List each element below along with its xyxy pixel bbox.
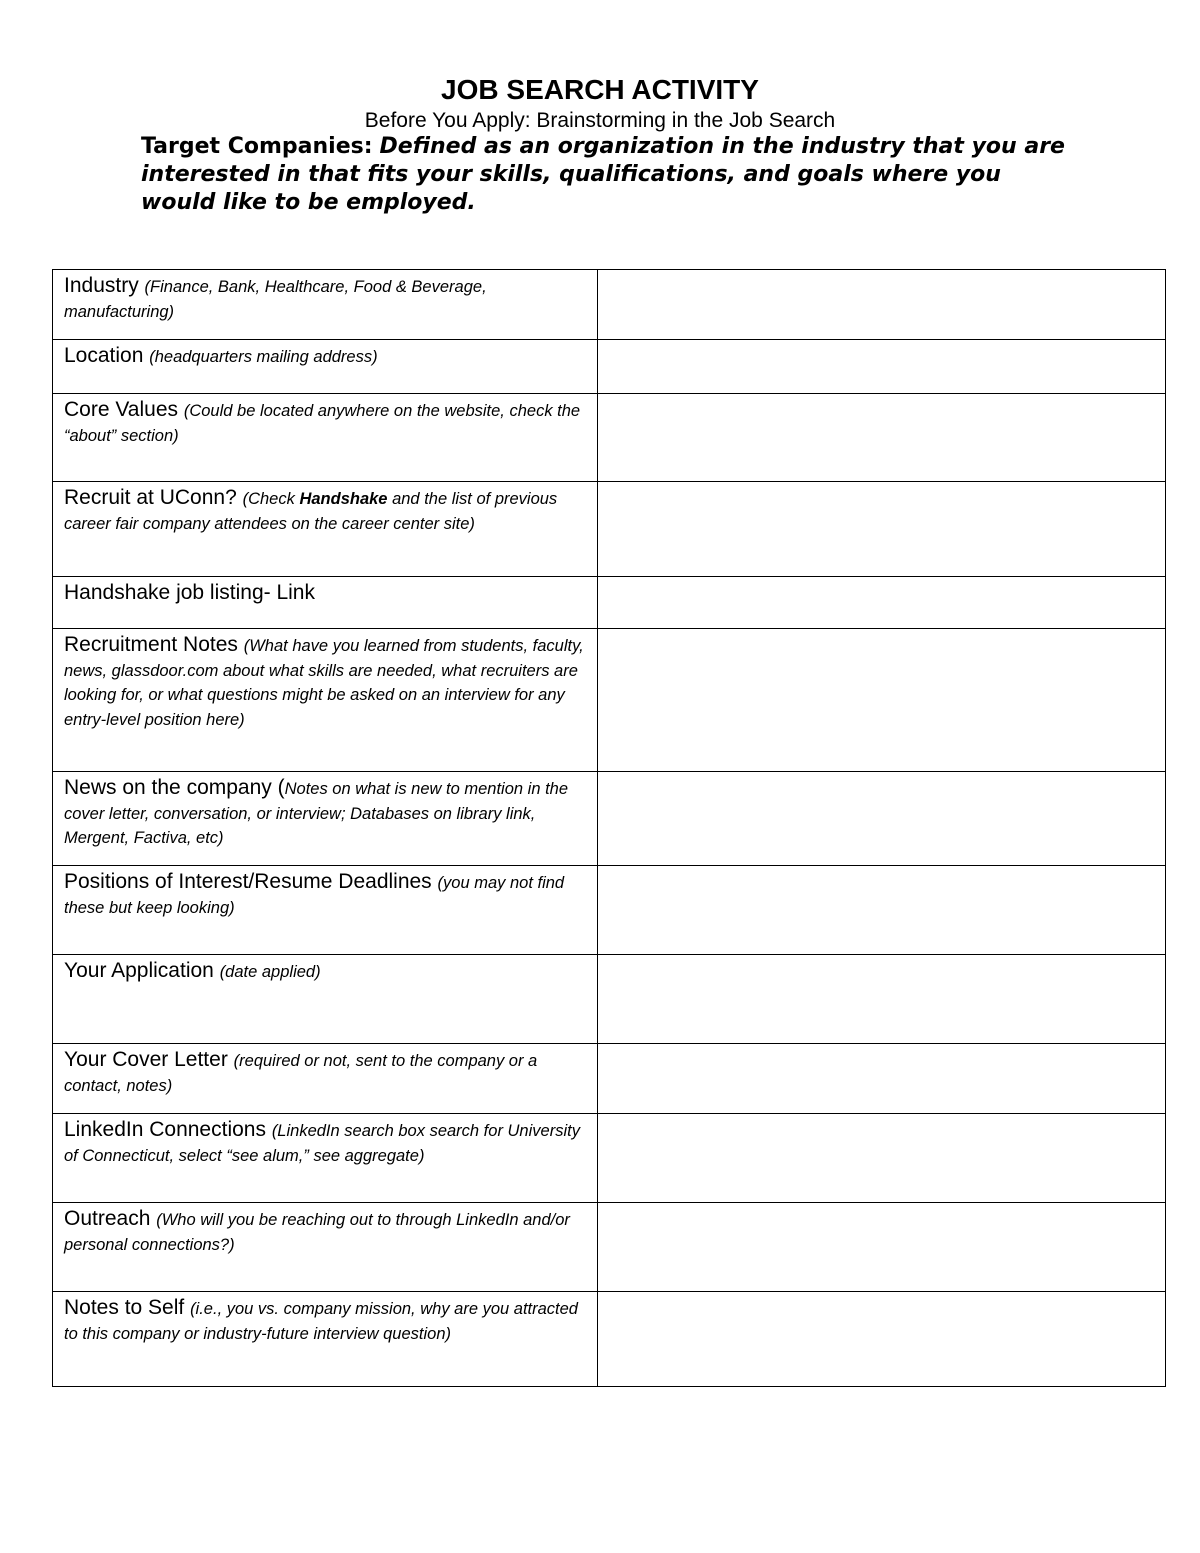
row-lead: Industry: [64, 274, 145, 297]
job-search-worksheet-table: [52, 269, 1166, 1387]
row-hint: (you may not find these but keep looking): [64, 874, 565, 917]
document-subtitle: Before You Apply: Brainstorming in the Job Search: [364, 109, 836, 132]
entry-cell-recruit-at-uconn[interactable]: [598, 482, 1166, 577]
row-label-handshake-listing: [53, 577, 598, 629]
row-lead: Outreach: [64, 1207, 157, 1230]
entry-cell-news[interactable]: [598, 772, 1166, 866]
row-hint: (headquarters mailing address): [149, 348, 378, 366]
table-row: [53, 270, 1166, 340]
entry-cell-recruitment-notes[interactable]: [598, 629, 1166, 772]
row-label-notes-to-self: [53, 1292, 598, 1387]
row-label-outreach: [53, 1203, 598, 1292]
row-lead: Notes to Self: [64, 1296, 191, 1319]
row-hint-strong: Handshake: [299, 490, 388, 508]
table-row: [53, 577, 1166, 629]
entry-cell-core-values[interactable]: [598, 394, 1166, 482]
table-row: [53, 340, 1166, 394]
entry-cell-location[interactable]: [598, 340, 1166, 394]
target-companies-text: Defined as an organization in the industry that you are interested in that fits your skills, qualifications, and goals where you would like to be employed.: [141, 134, 1065, 215]
table-row: [53, 955, 1166, 1044]
row-lead: Recruit at UConn?: [64, 486, 243, 509]
row-lead: LinkedIn Connections: [64, 1118, 272, 1141]
entry-cell-cover-letter[interactable]: [598, 1044, 1166, 1114]
entry-cell-outreach[interactable]: [598, 1203, 1166, 1292]
table-row: [53, 482, 1166, 577]
table-row: [53, 394, 1166, 482]
row-hint: (LinkedIn search box search for University of Connecticut, select “see alum,” see aggregate): [64, 1122, 580, 1165]
row-lead: Recruitment Notes: [64, 633, 244, 656]
row-hint: (required or not, sent to the company or a contact, notes): [64, 1052, 538, 1095]
target-companies-definition: [141, 133, 1071, 217]
row-hint: (Could be located anywhere on the website, check the “about” section): [64, 402, 581, 445]
row-lead: Your Cover Letter: [64, 1048, 234, 1071]
table-row: [53, 1292, 1166, 1387]
row-label-industry: [53, 270, 598, 340]
row-hint-post: and the list of previous career fair company attendees on the career center site): [64, 490, 558, 533]
row-hint: (date applied): [219, 963, 321, 981]
entry-cell-handshake-listing[interactable]: [598, 577, 1166, 629]
document-title: JOB SEARCH ACTIVITY: [441, 74, 759, 105]
table-row: [53, 1044, 1166, 1114]
row-hint: (Finance, Bank, Healthcare, Food & Beverage, manufacturing): [64, 278, 487, 321]
entry-cell-industry[interactable]: [598, 270, 1166, 340]
table-row: [53, 1203, 1166, 1292]
row-hint: (What have you learned from students, faculty, news, glassdoor.com about what skills are needed, what recruiters are looking for, or what questions might be asked on an interview for any entry-level position here): [64, 637, 584, 729]
row-hint: (Check: [242, 490, 300, 508]
row-lead: Location: [64, 344, 150, 367]
entry-cell-application[interactable]: [598, 955, 1166, 1044]
row-hint: (Who will you be reaching out to through LinkedIn and/or personal connections?): [64, 1211, 570, 1254]
row-label-news: [53, 772, 598, 866]
entry-cell-positions[interactable]: [598, 866, 1166, 955]
row-lead: Your Application: [64, 959, 220, 982]
table-row: [53, 629, 1166, 772]
row-label-recruitment-notes: [53, 629, 598, 772]
row-hint: Notes on what is new to mention in the cover letter, conversation, or interview; Databases on library link, Mergent, Factiva, etc): [64, 780, 569, 847]
row-label-cover-letter: [53, 1044, 598, 1114]
entry-cell-linkedin[interactable]: [598, 1114, 1166, 1203]
row-lead: Handshake job listing- Link: [64, 581, 315, 604]
row-label-core-values: [53, 394, 598, 482]
row-lead: Positions of Interest/Resume Deadlines: [64, 870, 438, 893]
row-lead: News on the company (: [64, 776, 285, 799]
row-label-linkedin: [53, 1114, 598, 1203]
row-label-application: [53, 955, 598, 1044]
row-label-positions: [53, 866, 598, 955]
table-row: [53, 772, 1166, 866]
target-companies-label: Target Companies:: [141, 134, 373, 159]
row-hint: (i.e., you vs. company mission, why are you attracted to this company or industry-future interview question): [64, 1300, 578, 1343]
row-label-recruit-at-uconn: [53, 482, 598, 577]
entry-cell-notes-to-self[interactable]: [598, 1292, 1166, 1387]
row-lead: Core Values: [64, 398, 184, 421]
table-row: [53, 866, 1166, 955]
row-label-location: [53, 340, 598, 394]
table-row: [53, 1114, 1166, 1203]
